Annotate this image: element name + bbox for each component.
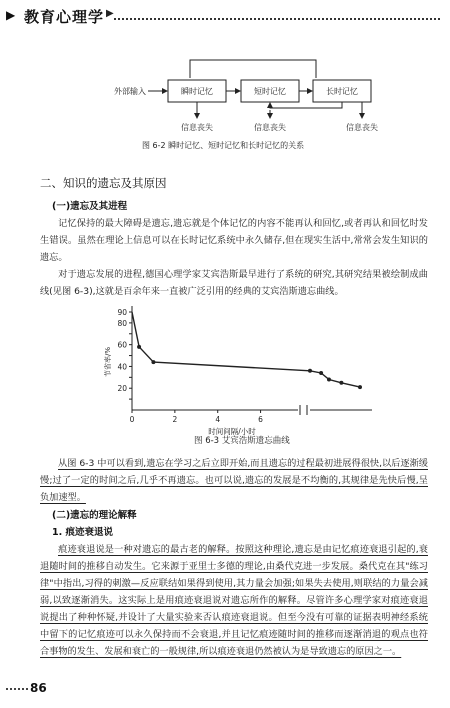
figure-6-3-caption: 图 6-3 艾宾浩斯遗忘曲线 <box>194 436 290 446</box>
y-tick-label: 20 <box>117 384 127 394</box>
data-point <box>137 345 141 349</box>
triangle-right-icon: ▶ <box>106 8 114 19</box>
data-point <box>308 369 312 373</box>
section-title: 二、知识的遗忘及其原因 <box>40 176 167 190</box>
forgetting-curve-line <box>132 312 360 387</box>
x-axis-label: 时间间隔/小时 <box>208 427 256 435</box>
box-label-sensory: 瞬时记忆 <box>181 87 213 96</box>
x-tick-label: 0 <box>129 415 135 424</box>
y-axis-label: 节省率/% <box>104 346 112 378</box>
book-title: 教育心理学 <box>24 8 105 26</box>
paragraph-1: 记忆保持的最大障碍是遗忘,遗忘就是个体记忆的内容不能再认和回忆,或者再认和回忆时发生错误。虽然在理论上信息可以在长时记忆系统中永久储存,但在现实生活中,常常会发生知识的遗忘。 <box>40 218 428 263</box>
loss-label-1: 信息丧失 <box>181 123 213 132</box>
x-tick-label: 4 <box>215 415 221 424</box>
x-tick-label: 6 <box>258 415 263 424</box>
subsection-theories: (二)遗忘的理论解释 <box>52 510 137 521</box>
y-tick-label: 80 <box>117 318 127 328</box>
page-number: 86 <box>30 681 47 695</box>
data-point <box>319 371 323 375</box>
header-dotted-rule <box>114 18 440 20</box>
figure-6-2-caption: 图 6-2 瞬时记忆、短时记忆和长时记忆的关系 <box>142 141 305 150</box>
data-point <box>151 360 155 364</box>
data-point <box>339 381 343 385</box>
rehearsal-loop-line <box>190 60 316 78</box>
triangle-right-icon: ▶ <box>6 8 16 22</box>
data-point <box>358 385 362 389</box>
paragraph-2: 对于遗忘发展的进程,德国心理学家艾宾浩斯最早进行了系统的研究,其研究结果被绘制成曲线(见图 6-3),这就是百余年来一直被广泛引用的经典的艾宾浩斯遗忘曲线。 <box>40 269 428 297</box>
ebbinghaus-curve-chart <box>100 300 400 435</box>
paragraph-3: 从图 6-3 中可以看到,遗忘在学习之后立即开始,而且遗忘的过程最初进展得很快,以后逐渐缓慢;过了一定的时间之后,几乎不再遗忘。也可以说,遗忘的发展是不均衡的,其规律是先快后慢,呈负加速型。 <box>40 458 428 503</box>
data-point <box>327 378 331 382</box>
box-label-short: 短时记忆 <box>254 87 286 96</box>
subsection-forgetting-process: (一)遗忘及其进程 <box>52 201 128 212</box>
footer-dotted-rule <box>6 688 28 690</box>
page-header <box>0 0 450 40</box>
loss-label-2: 信息丧失 <box>254 123 286 132</box>
subsection-trace-decay: 1. 痕迹衰退说 <box>52 527 114 538</box>
retrieval-arrow <box>270 102 342 108</box>
loss-label-3: 信息丧失 <box>346 123 378 132</box>
x-tick-label: 2 <box>172 415 178 424</box>
box-label-long: 长时记忆 <box>326 87 358 96</box>
input-label: 外部输入 <box>114 87 146 96</box>
y-tick-label: 40 <box>117 362 127 372</box>
paragraph-4: 痕迹衰退说是一种对遗忘的最古老的解释。按照这种理论,遗忘是由记忆痕迹衰退引起的,衰退随时间的推移自动发生。它来源于亚里士多德的理论,由桑代克进一步发展。桑代克在其"练习律"中指出,习得的刺激—反应联结如果得到使用,其力量会加强;如果失去使用,则联结的力量会减弱,以致逐渐消失。这实际上是用痕迹衰退说对遗忘所作的解释。尽管许多心理学家对痕迹衰退说提出了种种怀疑,并设计了大量实验来否认痕迹衰退说。但至今没有可靠的证据表明神经系统中留下的记忆痕迹可以永久保持而不会衰退,并且记忆痕迹随时间的推移而逐渐消退的观点也符合事物的发生、发展和衰亡的一般规律,所以痕迹衰退仍然被认为是导致遗忘的原因之一。 <box>40 544 428 657</box>
y-tick-label: 90 <box>117 308 127 317</box>
y-tick-label: 60 <box>117 340 127 350</box>
